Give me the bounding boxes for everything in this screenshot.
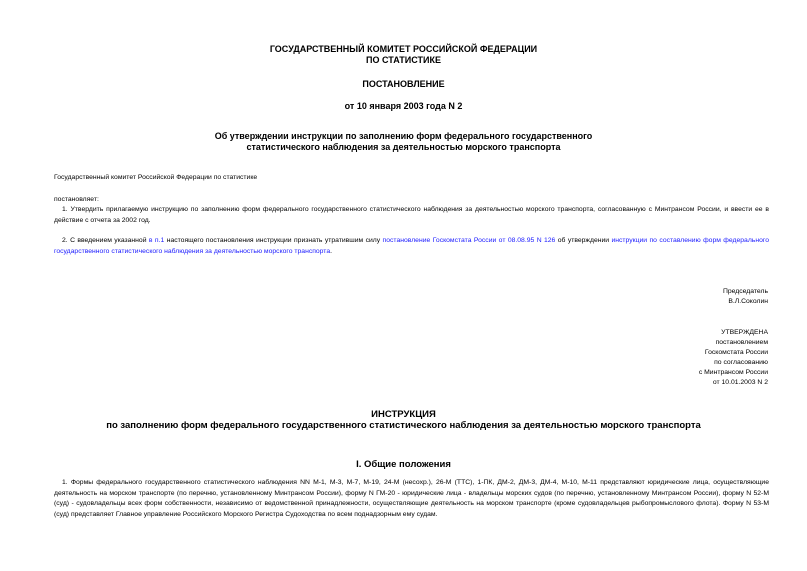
item-2-text-a: 2. С введением указанной [62,237,149,244]
general-paragraph-1: 1. Формы федерального государственного статистического наблюдения NN М-1, М-3, М-7, М-19, 24-М (несохр.), 26-М (ТТС), 1-ПК, ДМ-2, ДМ-3, ДМ-4, М-10, М-11 представляют юридические лица, осуществляющие деятельность на морском транспорте (по перечню, установленному Минтрансом России), форму N ГМ-20 - юридические лица - владельцы морских судов (по перечню, установленному Минтрансом России), форму N 52-М (суд) - судовладельцы всех форм собственности, независимо от ведомственной принадлежности, осуществляющие деятельность на морском транспорте (кроме судовладельцев рыбопромыслового флота). Форму N 53-М (суд) представляет Главное управление Российского Морского Регистра Судоходства по всем поднадзорным ему судам. [54,479,769,518]
link-item-1[interactable]: в п.1 [148,237,165,244]
item-1-paragraph: 1. Утвердить прилагаемую инструкцию по заполнению форм федерального государственного статистического наблюдения за деятельностью морского транспорта, согласованную с Минтрансом России, и ввести ее в действие с отчета за 2002 год. [54,206,769,224]
approval-line6: от 10.01.2003 N 2 [712,379,768,386]
item-2-paragraph [54,236,769,257]
approval-line5: с Минтрансом России [698,369,768,376]
approval-line1: УТВЕРЖДЕНА [721,329,768,336]
resolves-text: постановляет: [54,196,99,203]
signature-position: Председатель [723,288,768,295]
committee-title-line1: ГОСУДАРСТВЕННЫЙ КОМИТЕТ РОССИЙСКОЙ ФЕДЕРАЦИИ [269,44,538,54]
section-heading-general: I. Общие положения [356,459,451,470]
subject-line1: Об утверждении инструкции по заполнению форм федерального государственного [214,131,593,141]
approval-line2: постановлением [715,339,768,346]
link-old-instruction[interactable]: инструкции по составлению форм федерального государственного статистического наблюдения за деятельностью морского транспорта [54,237,769,255]
document-type: ПОСТАНОВЛЕНИЕ [362,79,445,89]
link-resolution-126[interactable]: постановление Госкомстата России от 08.08.95 N 126 [382,237,556,244]
item-2-text-b: настоящего постановления инструкции признать утратившим силу [164,237,383,244]
document-date: от 10 января 2003 года N 2 [344,101,463,111]
committee-title-line2: ПО СТАТИСТИКЕ [366,55,441,65]
item-2-text-c: об утверждении [555,237,612,244]
item-2-text-d: . [330,247,333,255]
subject-line2: статистического наблюдения за деятельностью морского транспорта [246,142,561,152]
approval-line4: по согласованию [714,359,768,366]
issuer-text: Государственный комитет Российской Федерации по статистике [54,174,258,181]
signature-name: В.Л.Соколин [728,298,768,305]
approval-line3: Госкомстата России [704,349,768,356]
instruction-subtitle: по заполнению форм федерального государственного статистического наблюдения за деятельностью морского транспорта [106,420,701,431]
instruction-title: ИНСТРУКЦИЯ [371,409,436,420]
